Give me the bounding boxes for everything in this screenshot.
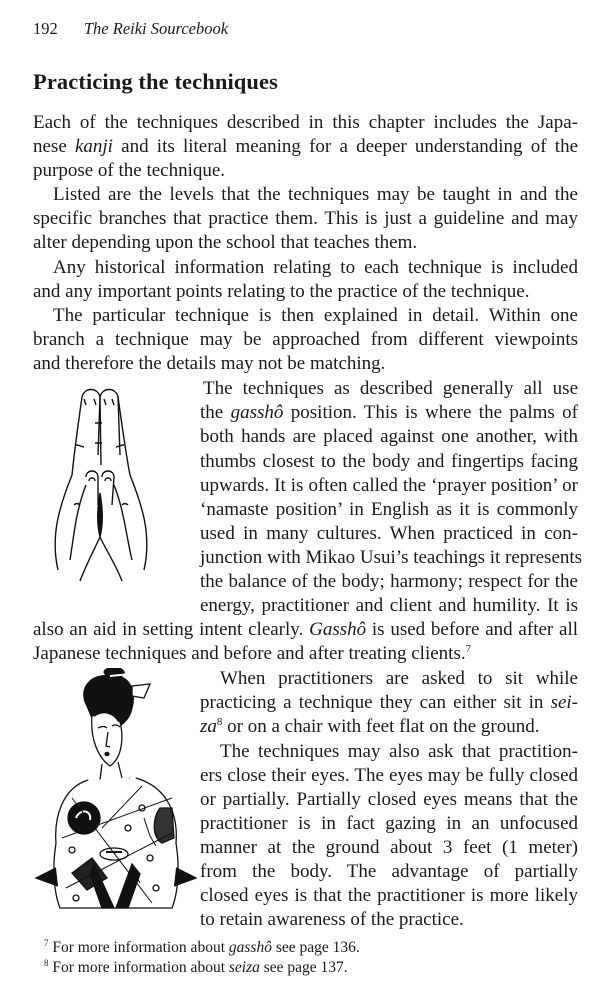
paragraph-line: manner at the ground about 3 feet (1 meter) <box>200 837 578 858</box>
paragraph-line: ers close their eyes. The eyes may be fully closed <box>200 765 578 786</box>
paragraph-line: to retain awareness of the practice. <box>200 909 464 930</box>
paragraph-line: also an aid in setting intent clearly. Gasshô is used before and after all <box>33 619 578 640</box>
paragraph-line: specific branches that practice them. This is just a guideline and may <box>33 208 578 229</box>
paragraph-line: from the body. The advantage of partially <box>200 861 578 882</box>
paragraph-line: nese kanji and its literal meaning for a deeper understanding of the <box>33 136 579 157</box>
paragraph-line: and any important points relating to the practice of the technique. <box>33 281 530 302</box>
paragraph-line: Any historical information relating to each technique is included <box>53 257 578 278</box>
book-title: The Reiki Sourcebook <box>83 19 229 38</box>
paragraph-line: practitioner is in fact gazing in an unfocused <box>200 813 578 834</box>
paragraph-line: the balance of the body; harmony; respect for the <box>200 571 578 592</box>
paragraph-line: When practitioners are asked to sit while <box>220 668 578 689</box>
paragraph-line: used in many cultures. When practiced in con- <box>200 523 578 544</box>
paragraph-line: energy, practitioner and client and humility. It is <box>200 595 578 616</box>
footnote-7: $^7$ For more information about gasshô see page 136. <box>44 938 360 956</box>
paragraph-line: The particular technique is then explained in detail. Within one <box>53 305 578 326</box>
paragraph-line: Japanese techniques and before and after treating clients.$^7$ <box>33 643 472 664</box>
paragraph-line: Listed are the levels that the techniques may be taught in and the <box>53 184 578 205</box>
paragraph-line: junction with Mikao Usui’s teachings it represents <box>200 547 583 568</box>
paragraph-line: ‘namaste position’ in English as it is commonly <box>200 499 578 520</box>
paragraph-line: $za^8$ or on a chair with feet flat on the ground. <box>200 716 540 737</box>
footnote-8: $^8$ For more information about seiza see page 137. <box>44 958 348 976</box>
paragraph-line: alter depending upon the school that teaches them. <box>33 232 418 253</box>
paragraph-line: both hands are placed against one another, with <box>200 426 578 447</box>
footnote-ref-8[interactable]: 8 <box>216 716 223 728</box>
running-head <box>33 18 228 40</box>
paragraph-line: Each of the techniques described in this chapter includes the Japa- <box>33 112 578 133</box>
paragraph-line: The techniques may also ask that practition- <box>220 741 578 762</box>
paragraph-line: The techniques as described generally all use <box>203 378 578 399</box>
paragraph-line: and therefore the details may not be matching. <box>33 353 386 374</box>
paragraph-line: upwards. It is often called the ‘prayer position’ or <box>200 475 578 496</box>
section-heading: Practicing the techniques <box>33 69 278 94</box>
paragraph-line: branch a technique may be approached from different viewpoints <box>33 329 578 350</box>
seated-kimono-woman-illustration <box>32 668 197 913</box>
paragraph-line: thumbs closest to the body and fingertips facing <box>200 451 578 472</box>
paragraph-line: practicing a technique they can either sit in sei- <box>200 692 578 713</box>
paragraph-line: the gasshô position. This is where the palms of <box>200 402 578 423</box>
gassho-hands-illustration <box>40 385 190 585</box>
footnotes <box>44 938 360 978</box>
paragraph-line: closed eyes is that the practitioner is more likely <box>200 885 578 906</box>
paragraph-line: or partially. Partially closed eyes means that the <box>200 789 578 810</box>
footnote-ref-7[interactable]: 7 <box>465 643 472 655</box>
paragraph-line: purpose of the technique. <box>33 160 226 181</box>
page-number: 192 <box>33 19 58 38</box>
